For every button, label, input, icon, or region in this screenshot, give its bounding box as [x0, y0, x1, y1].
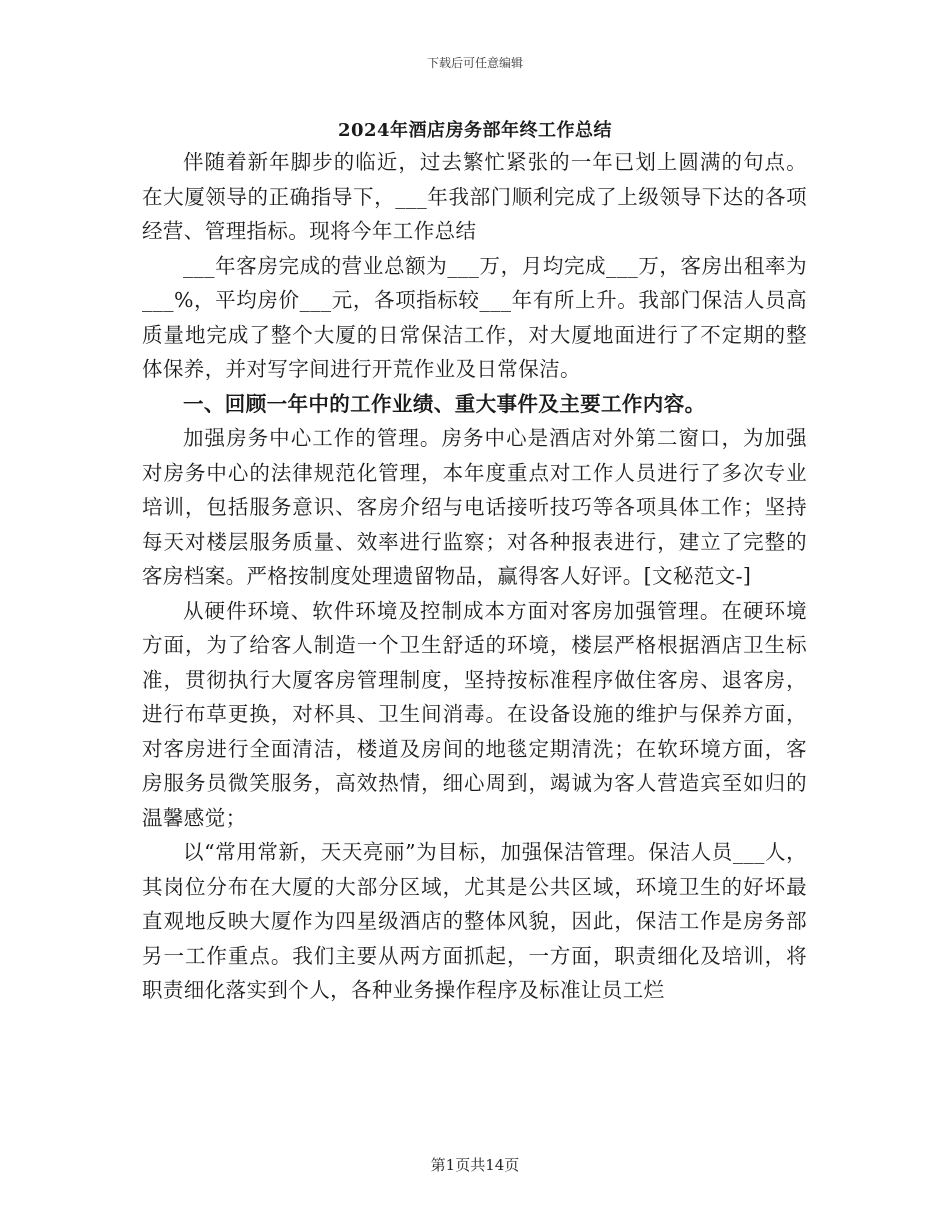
paragraph-intro: 伴随着新年脚步的临近，过去繁忙紧张的一年已划上圆满的句点。在大厦领导的正确指导下，___年我部门顺利完成了上级领导下达的各项经营、管理指标。现将今年工作总结 [142, 150, 807, 243]
paragraph-environment: 从硬件环境、软件环境及控制成本方面对客房加强管理。在硬环境方面，为了给客人制造一个卫生舒适的环境，楼层严格根据酒店卫生标准，贯彻执行大厦客房管理制度，坚持按标准程序做住客房、退客房，进行布草更换，对杯具、卫生间消毒。在设备设施的维护与保养方面，对客房进行全面清洁，楼道及房间的地毯定期清洗；在软环境方面，客房服务员微笑服务，高效热情，细心周到，竭诚为客人营造宾至如归的温馨感觉； [142, 598, 807, 830]
page-footer: 第1页共14页 [430, 1156, 520, 1174]
document-body [142, 145, 807, 1008]
document-title: 2024年酒店房务部年终工作总结 [337, 120, 613, 141]
section-heading: 一、回顾一年中的工作业绩、重大事件及主要工作内容。 [183, 391, 706, 416]
paragraph-cleaning: 以“常用常新，天天亮丽”为目标，加强保洁管理。保洁人员___人，其岗位分布在大厦的大部分区域，尤其是公共区域，环境卫生的好坏最直观地反映大厦作为四星级酒店的整体风貌，因此，保洁工作是房务部另一工作重点。我们主要从两方面抓起，一方面，职责细化及培训，将职责细化落实到个人，各种业务操作程序及标准让员工烂 [142, 840, 807, 1002]
paragraph-service-center: 加强房务中心工作的管理。房务中心是酒店对外第二窗口，为加强对房务中心的法律规范化管理，本年度重点对工作人员进行了多次专业培训，包括服务意识、客房介绍与电话接听技巧等各项具体工作；坚持每天对楼层服务质量、效率进行监察；对各种报表进行，建立了完整的客房档案。严格按制度处理遗留物品，赢得客人好评。[文秘范文-] [142, 426, 807, 588]
paragraph-revenue: ___年客房完成的营业总额为___万，月均完成___万，客房出租率为___%，平均房价___元，各项指标较___年有所上升。我部门保洁人员高质量地完成了整个大厦的日常保洁工作，对大厦地面进行了不定期的整体保养，并对写字间进行开荒作业及日常保洁。 [142, 253, 807, 381]
header-note: 下载后可任意编辑 [426, 56, 523, 70]
